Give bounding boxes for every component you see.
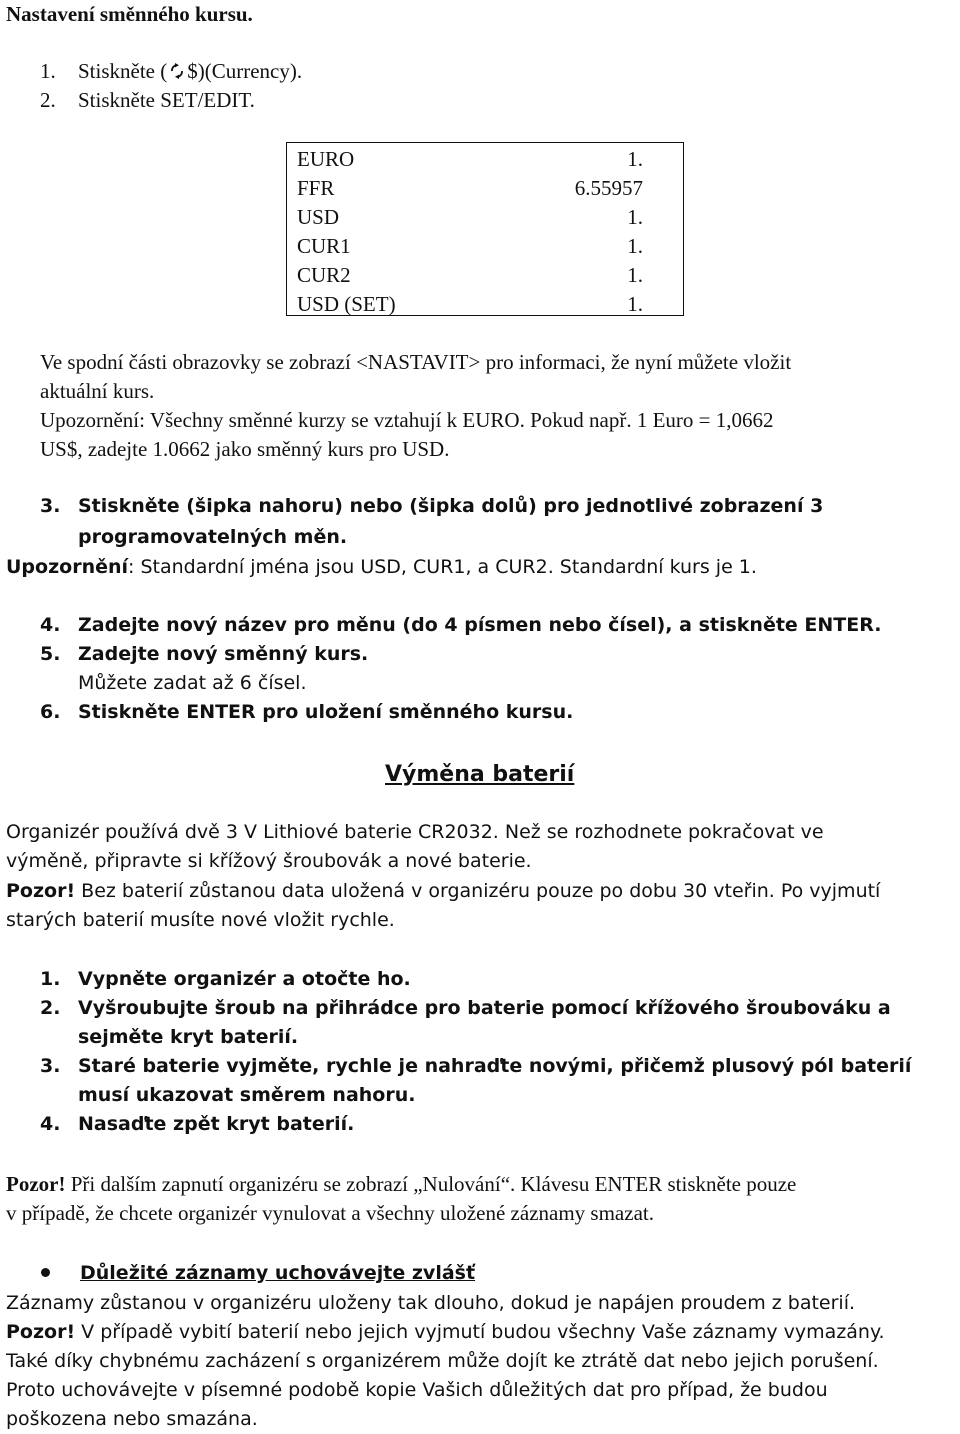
- bullet-icon: [41, 1268, 50, 1277]
- currency-step-5-note: Můžete zadat až 6 čísel.: [78, 672, 307, 694]
- currency-step-1: 1. Stiskněte ( $)(Currency).: [40, 59, 303, 83]
- battery-intro-line: výměně, připravte si křížový šroubovák a nové baterie.: [6, 850, 532, 872]
- battery-step-3: 3. Staré baterie vyjměte, rychle je nahraďte novými, přičemž plusový pól baterií: [40, 1055, 912, 1077]
- currency-name: EURO: [297, 147, 355, 171]
- info-line: US$, zadejte 1.0662 jako směnný kurs pro USD.: [40, 437, 450, 461]
- battery-step-1: 1. Vypněte organizér a otočte ho.: [40, 968, 411, 990]
- battery-intro-line: Organizér používá dvě 3 V Lithiové baterie CR2032. Než se rozhodnete pokračovat ve: [6, 821, 824, 843]
- battery-warning: Pozor! Bez baterií zůstanou data uložená v organizéru pouze po dobu 30 vteřin. Po vyjmutí: [6, 880, 881, 902]
- currency-value: 1.: [627, 263, 643, 287]
- info-line: Upozornění: Všechny směnné kurzy se vztahují k EURO. Pokud např. 1 Euro = 1,0662: [40, 408, 774, 432]
- battery-heading: Výměna baterií: [385, 762, 575, 787]
- battery-step-2-cont: sejměte kryt baterií.: [78, 1026, 299, 1048]
- battery-step-4: 4. Nasaďte zpět kryt baterií.: [40, 1113, 355, 1135]
- info-line: aktuální kurs.: [40, 379, 155, 403]
- battery-warning-cont: starých baterií musíte nové vložit rychle.: [6, 909, 395, 931]
- battery-step-3-cont: musí ukazovat směrem nahoru.: [78, 1084, 416, 1106]
- currency-name: CUR2: [297, 263, 351, 287]
- currency-step-3: 3. Stiskněte (šipka nahoru) nebo (šipka dolů) pro jednotlivé zobrazení 3: [40, 495, 824, 517]
- reset-warning-cont: v případě, že chcete organizér vynulovat a všechny uložené záznamy smazat.: [6, 1201, 654, 1225]
- important-line: Proto uchovávejte v písemné podobě kopie Vašich důležitých dat pro případ, že budou: [6, 1379, 828, 1401]
- currency-value: 1.: [627, 147, 643, 171]
- important-line: Také díky chybnému zacházení s organizérem může dojít ke ztrátě dat nebo jejich porušení.: [6, 1350, 879, 1372]
- currency-name: CUR1: [297, 234, 351, 258]
- currency-value: 1.: [627, 205, 643, 229]
- rotate-arrows-icon: [167, 61, 187, 82]
- currency-value: 1.: [627, 234, 643, 258]
- important-heading: Důležité záznamy uchovávejte zvlášť: [80, 1262, 476, 1284]
- default-names-note: Upozornění: Standardní jména jsou USD, CUR1, a CUR2. Standardní kurs je 1.: [6, 556, 757, 578]
- currency-value: 6.55957: [574, 176, 643, 200]
- currency-name: USD (SET): [297, 292, 396, 316]
- important-line: Záznamy zůstanou v organizéru uloženy tak dlouho, dokud je napájen proudem z baterií.: [6, 1292, 856, 1314]
- currency-name: USD: [297, 205, 340, 229]
- important-warning: Pozor! V případě vybití baterií nebo jejich vyjmutí budou všechny Vaše záznamy vymazány.: [6, 1321, 885, 1343]
- page-title: Nastavení směnného kursu.: [6, 2, 253, 26]
- important-line: poškozena nebo smazána.: [6, 1408, 258, 1430]
- currency-step-4: 4. Zadejte nový název pro měnu (do 4 písmen nebo čísel), a stiskněte ENTER.: [40, 614, 882, 636]
- currency-display-box: [286, 142, 684, 316]
- currency-name: FFR: [297, 176, 335, 200]
- currency-step-5: 5. Zadejte nový směnný kurs.: [40, 643, 369, 665]
- reset-warning: Pozor! Při dalším zapnutí organizéru se zobrazí „Nulování“. Klávesu ENTER stiskněte pouze: [6, 1172, 797, 1196]
- currency-value: 1.: [627, 292, 643, 316]
- info-line: Ve spodní části obrazovky se zobrazí <NASTAVIT> pro informaci, že nyní můžete vložit: [40, 350, 792, 374]
- battery-step-2: 2. Vyšroubujte šroub na přihrádce pro baterie pomocí křížového šroubováku a: [40, 997, 891, 1019]
- currency-step-6: 6. Stiskněte ENTER pro uložení směnného kursu.: [40, 701, 574, 723]
- currency-step-2: 2. Stiskněte SET/EDIT.: [40, 88, 255, 112]
- currency-step-3-cont: programovatelných měn.: [78, 526, 348, 548]
